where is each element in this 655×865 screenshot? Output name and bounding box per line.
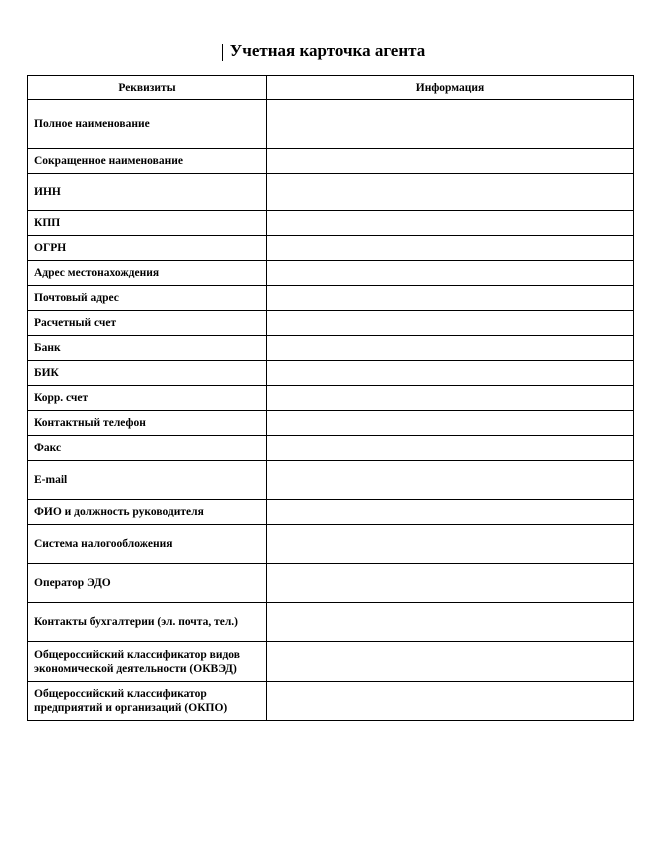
row-label: Контакты бухгалтерии (эл. почта, тел.) <box>28 603 267 642</box>
row-label: Банк <box>28 336 267 361</box>
row-value[interactable] <box>267 525 634 564</box>
row-label: БИК <box>28 361 267 386</box>
row-label: Полное наименование <box>28 100 267 149</box>
column-header-requisites: Реквизиты <box>28 76 267 100</box>
row-label: Корр. счет <box>28 386 267 411</box>
table-header-row <box>28 76 634 100</box>
row-value[interactable] <box>267 236 634 261</box>
row-value[interactable] <box>267 336 634 361</box>
row-value[interactable] <box>267 436 634 461</box>
table-row <box>28 461 634 500</box>
table-row <box>28 361 634 386</box>
row-label: E-mail <box>28 461 267 500</box>
row-label: Расчетный счет <box>28 311 267 336</box>
row-label: Сокращенное наименование <box>28 149 267 174</box>
table-row <box>28 286 634 311</box>
table-row <box>28 525 634 564</box>
row-label: ИНН <box>28 174 267 211</box>
row-value[interactable] <box>267 361 634 386</box>
table-row <box>28 411 634 436</box>
row-label: Общероссийский классификатор видов экономической деятельности (ОКВЭД) <box>28 642 267 682</box>
table-row <box>28 436 634 461</box>
row-value[interactable] <box>267 261 634 286</box>
row-value[interactable] <box>267 174 634 211</box>
row-label: ОГРН <box>28 236 267 261</box>
row-label: ФИО и должность руководителя <box>28 500 267 525</box>
table-row <box>28 500 634 525</box>
table-row <box>28 149 634 174</box>
row-value[interactable] <box>267 149 634 174</box>
row-label: Система налогообложения <box>28 525 267 564</box>
row-value[interactable] <box>267 311 634 336</box>
row-value[interactable] <box>267 603 634 642</box>
row-label: Адрес местонахождения <box>28 261 267 286</box>
row-value[interactable] <box>267 500 634 525</box>
table-row <box>28 682 634 721</box>
table-row <box>28 386 634 411</box>
table-row <box>28 236 634 261</box>
row-label: Общероссийский классификатор предприятий и организаций (ОКПО) <box>28 682 267 721</box>
table-row <box>28 211 634 236</box>
table-row <box>28 100 634 149</box>
table-row <box>28 311 634 336</box>
row-label: Факс <box>28 436 267 461</box>
agent-card-table <box>27 75 634 721</box>
table-row <box>28 261 634 286</box>
table-row <box>28 336 634 361</box>
row-value[interactable] <box>267 386 634 411</box>
row-label: Оператор ЭДО <box>28 564 267 603</box>
row-label: КПП <box>28 211 267 236</box>
row-label: Контактный телефон <box>28 411 267 436</box>
row-value[interactable] <box>267 564 634 603</box>
table-row <box>28 174 634 211</box>
text-cursor <box>222 44 223 61</box>
row-value[interactable] <box>267 100 634 149</box>
page-title: Учетная карточка агента <box>229 41 426 60</box>
table-row <box>28 564 634 603</box>
row-value[interactable] <box>267 286 634 311</box>
table-row <box>28 642 634 682</box>
row-value[interactable] <box>267 682 634 721</box>
row-value[interactable] <box>267 211 634 236</box>
column-header-information: Информация <box>267 76 634 100</box>
table-row <box>28 603 634 642</box>
row-label: Почтовый адрес <box>28 286 267 311</box>
row-value[interactable] <box>267 461 634 500</box>
row-value[interactable] <box>267 642 634 682</box>
row-value[interactable] <box>267 411 634 436</box>
